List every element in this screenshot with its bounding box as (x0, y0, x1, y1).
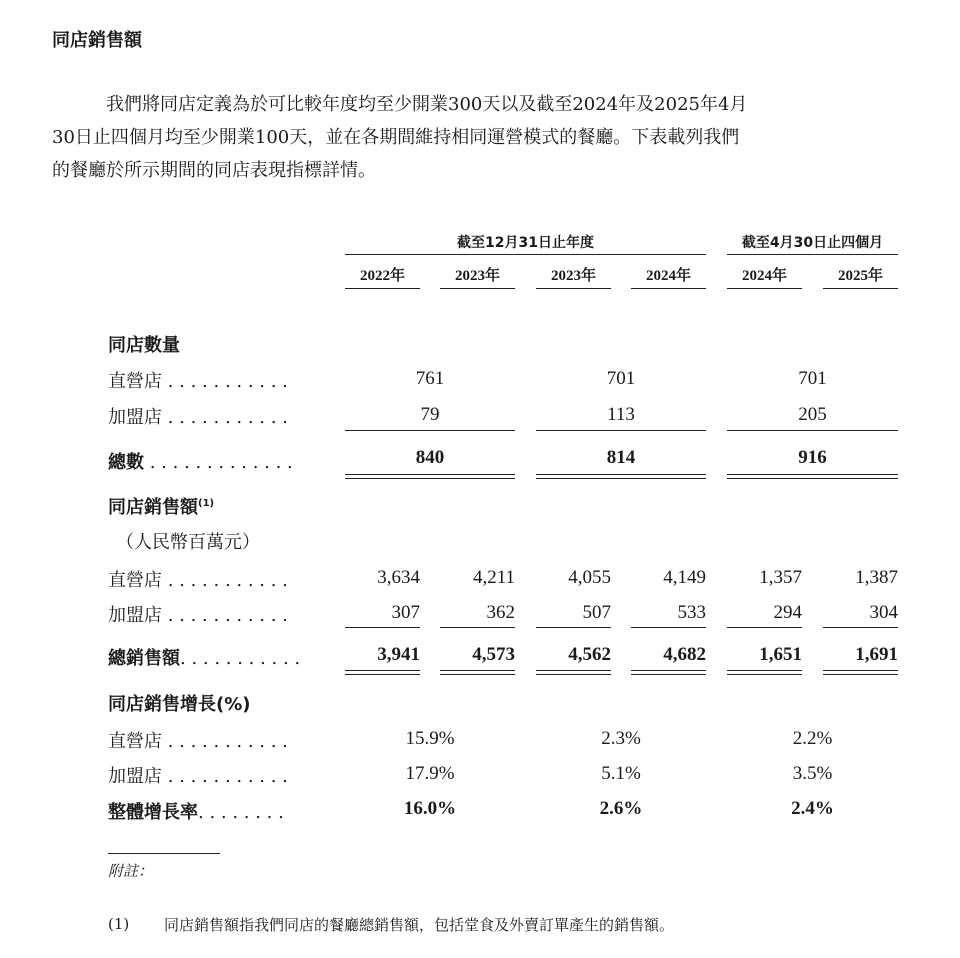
row-label-direct-sales: 直營店 . . . . . . . . . . . (108, 570, 288, 591)
sales-direct: 1,387 (855, 567, 898, 588)
growth-total-2023: 16.0% (403, 798, 457, 819)
sales-total: 1,691 (855, 644, 898, 665)
year-header: 2022年 (359, 268, 405, 284)
growth-direct-2024: 2.3% (601, 728, 641, 749)
sales-direct: 4,211 (472, 567, 515, 588)
sales-franchise: 307 (391, 602, 420, 623)
total-double-rule (631, 670, 706, 675)
growth-total-2024: 2.6% (599, 798, 643, 819)
total-double-rule (727, 670, 802, 675)
year-header: 2025年 (837, 268, 883, 284)
sales-total: 3,941 (377, 644, 420, 665)
growth-franchise-2024: 5.1% (601, 763, 641, 784)
total-double-rule (345, 670, 420, 675)
footnote-marker: (1) (108, 915, 130, 933)
total-double-rule (727, 474, 898, 479)
header-annual-rule (345, 254, 706, 255)
sales-total: 1,651 (759, 644, 802, 665)
count-heading: 同店數量 (108, 335, 180, 356)
subtotal-rule (727, 627, 802, 628)
notes-divider (108, 853, 220, 854)
notes-label: 附註： (108, 862, 154, 880)
count-total-2022-2023: 840 (415, 447, 445, 468)
sales-total: 4,573 (472, 644, 515, 665)
count-direct-2023-2024: 701 (606, 368, 636, 389)
sales-direct: 3,634 (377, 567, 420, 588)
footnote-text: 同店銷售額指我們同店的餐廳總銷售額，包括堂食及外賣訂單產生的銷售額。 (164, 916, 675, 934)
subtotal-rule (536, 430, 706, 431)
subtotal-rule (345, 627, 420, 628)
footnote-ref: (1) (198, 498, 215, 509)
sales-franchise: 304 (869, 602, 898, 623)
section-title: 同店銷售額 (52, 30, 142, 51)
header-four-month: 截至4月30日止四個月 (741, 235, 884, 251)
header-annual: 截至12月31日止年度 (457, 235, 594, 251)
growth-franchise-4m: 3.5% (792, 763, 833, 784)
count-total-4m: 916 (798, 447, 827, 468)
sales-direct: 4,149 (663, 567, 706, 588)
total-double-rule (440, 670, 515, 675)
row-label-direct-count: 直營店 . . . . . . . . . . . (108, 371, 288, 392)
sales-direct: 1,357 (759, 567, 802, 588)
subtotal-rule (823, 627, 898, 628)
total-double-rule (823, 670, 898, 675)
sales-unit: （人民幣百萬元） (116, 532, 260, 553)
header-four-month-rule (727, 254, 898, 255)
row-label-total-growth: 整體增長率. . . . . . . . (108, 802, 284, 823)
sales-franchise: 294 (773, 602, 802, 623)
row-label-franchise-growth: 加盟店 . . . . . . . . . . . (108, 766, 288, 787)
sales-total: 4,682 (663, 644, 706, 665)
growth-heading: 同店銷售增長(%) (108, 694, 251, 715)
count-total-2023-2024: 814 (606, 447, 636, 468)
growth-total-4m: 2.4% (791, 798, 834, 819)
total-double-rule (536, 670, 611, 675)
row-label-total-count: 總數 . . . . . . . . . . . . . (108, 452, 293, 473)
subtotal-rule (536, 627, 611, 628)
count-direct-2022-2023: 761 (415, 368, 445, 389)
sales-total: 4,562 (568, 644, 611, 665)
subtotal-rule (727, 430, 898, 431)
year-rule (440, 288, 515, 289)
subtotal-rule (440, 627, 515, 628)
year-rule (727, 288, 802, 289)
year-rule (823, 288, 898, 289)
year-rule (345, 288, 420, 289)
total-double-rule (345, 474, 515, 479)
intro-line-3: 的餐廳於所示期間的同店表現指標詳情。 (52, 160, 376, 181)
growth-franchise-2023: 17.9% (405, 763, 455, 784)
growth-direct-4m: 2.2% (792, 728, 833, 749)
row-label-franchise-sales: 加盟店 . . . . . . . . . . . (108, 605, 288, 626)
count-franchise-2022-2023: 79 (420, 404, 440, 425)
sales-franchise: 362 (486, 602, 515, 623)
growth-direct-2023: 15.9% (405, 728, 455, 749)
intro-line-2: 30日止四個月均至少開業100天，並在各期間維持相同運營模式的餐廳。下表載列我們 (52, 127, 740, 148)
sales-franchise: 507 (582, 602, 611, 623)
row-label-franchise-count: 加盟店 . . . . . . . . . . . (108, 407, 288, 428)
row-label-direct-growth: 直營店 . . . . . . . . . . . (108, 731, 288, 752)
year-rule (631, 288, 706, 289)
sales-franchise: 533 (677, 602, 706, 623)
year-header: 2024年 (741, 268, 787, 284)
sales-direct: 4,055 (568, 567, 611, 588)
intro-line-1: 我們將同店定義為於可比較年度均至少開業300天以及截至2024年及2025年4月 (106, 94, 748, 115)
year-header: 2023年 (550, 268, 596, 284)
subtotal-rule (345, 430, 515, 431)
total-double-rule (536, 474, 706, 479)
subtotal-rule (631, 627, 706, 628)
year-header: 2023年 (454, 268, 500, 284)
count-franchise-4m: 205 (798, 404, 827, 425)
year-header: 2024年 (645, 268, 691, 284)
count-franchise-2023-2024: 113 (607, 404, 635, 425)
year-rule (536, 288, 611, 289)
count-direct-4m: 701 (798, 368, 827, 389)
row-label-total-sales: 總銷售額. . . . . . . . . . . (108, 648, 301, 669)
sales-heading: 同店銷售額$^{(1)}$ (108, 497, 215, 518)
